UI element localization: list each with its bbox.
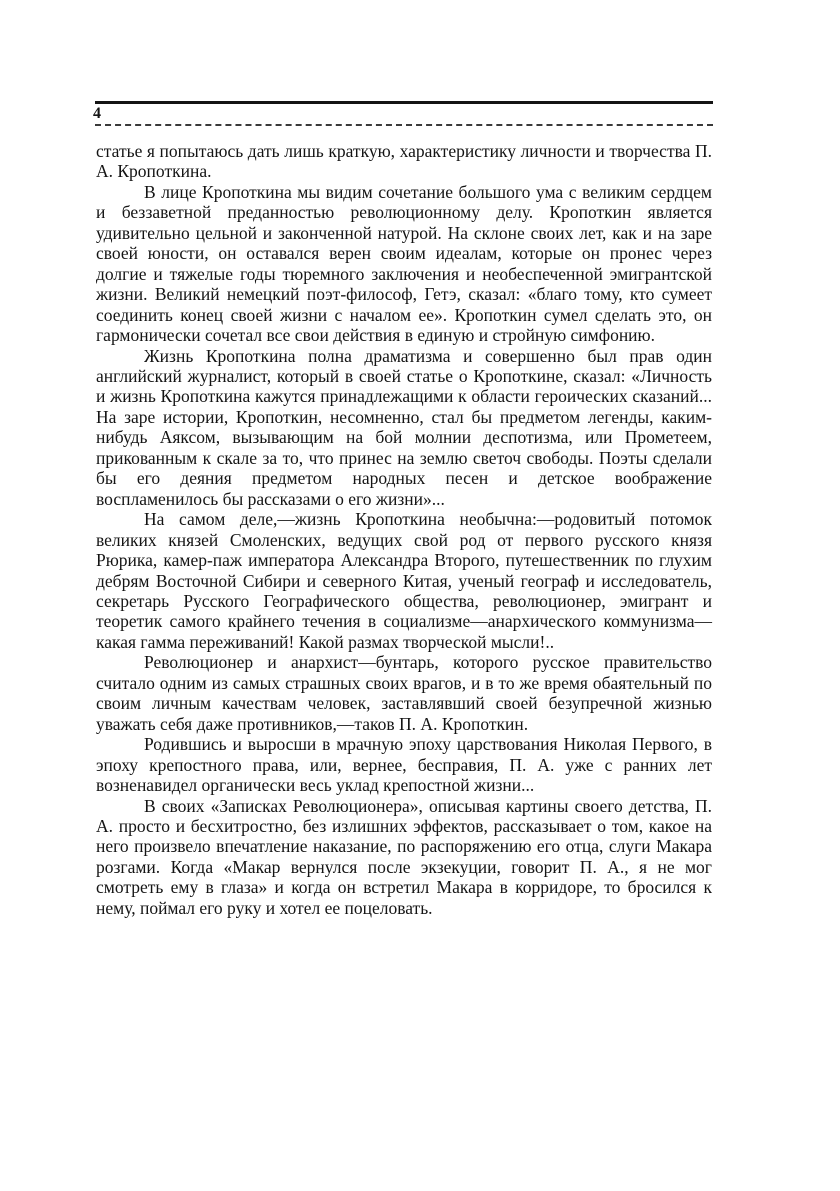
paragraph-5: Революционер и анархист—бунтарь, которого русское правительство считало одним из самых страшных своих врагов, и в то же время обаятельный по своим личным качествам человек, заставлявший своей безупречной жизнью уважать себя даже противников,—таков П. А. Кропоткин. bbox=[96, 652, 712, 734]
paragraph-1: статье я попытаюсь дать лишь краткую, характеристику личности и творчества П. А. Кропоткина. bbox=[96, 141, 712, 182]
paragraph-3: Жизнь Кропоткина полна драматизма и совершенно был прав один английский журналист, который в своей статье о Кропоткине, сказал: «Личность и жизнь Кропоткина кажутся принадлежащими к области героических сказаний... На заре истории, Кропоткин, несомненно, стал бы предметом легенды, каким-нибудь Аяксом, вызывающим на бой молнии деспотизма, или Прометеем, прикованным к скале за то, что принес на землю светоч свободы. Поэты сделали бы его деяния предметом народных песен и детское воображение воспламенилось бы рассказами о его жизни»... bbox=[96, 345, 712, 509]
paragraph-2: В лице Кропоткина мы видим сочетание большого ума с великим сердцем и беззаветной преданностью революционному делу. Кропоткин является удивительно цельной и законченной натурой. На склоне своих лет, как и на заре своей юности, он оставался верен своим идеалам, которые он пронес через долгие и тяжелые годы тюремного заключения и необеспеченной эмигрантской жизни. Великий немецкий поэт-философ, Гетэ, сказал: «благо тому, кто сумеет соединить конец своей жизни с началом ее». Кропоткин сумел сделать это, он гармонически сочетал все свои действия в единую и стройную симфонию. bbox=[96, 181, 712, 346]
page-number: 4 bbox=[93, 105, 101, 122]
header-rule-top bbox=[95, 101, 713, 104]
paragraph-6: Родившись и выросши в мрачную эпоху царствования Николая Первого, в эпоху крепостного права, или, вернее, бесправия, П. А. уже с ранних лет возненавидел органически весь уклад крепостной жизни... bbox=[96, 734, 712, 796]
body-text bbox=[96, 141, 712, 918]
paragraph-7: В своих «Записках Революционера», описывая картины своего детства, П. А. просто и бесхитростно, без излишних эффектов, рассказывает о том, какое на него произвело впечатление наказание, по распоряжению его отца, слуги Макара розгами. Когда «Макар вернулся после экзекуции, говорит П. А., я не мог смотреть ему в глаза» и когда он встретил Макара в корридоре, то бросился к нему, поймал его руку и хотел ее поцеловать. bbox=[96, 795, 712, 918]
paragraph-4: На самом деле,—жизнь Кропоткина необычна:—родовитый потомок великих князей Смоленских, ведущих свой род от первого русского князя Рюрика, камер-паж императора Александра Второго, путешественник по глухим дебрям Восточной Сибири и северного Китая, ученый географ и исследователь, секретарь Русского Географического общества, революционер, эмигрант и теоретик самого крайнего течения в социализме—анархического коммунизма—какая гамма переживаний! Какой размах творческой мысли!.. bbox=[96, 509, 712, 652]
header-rule-bottom bbox=[95, 124, 713, 126]
